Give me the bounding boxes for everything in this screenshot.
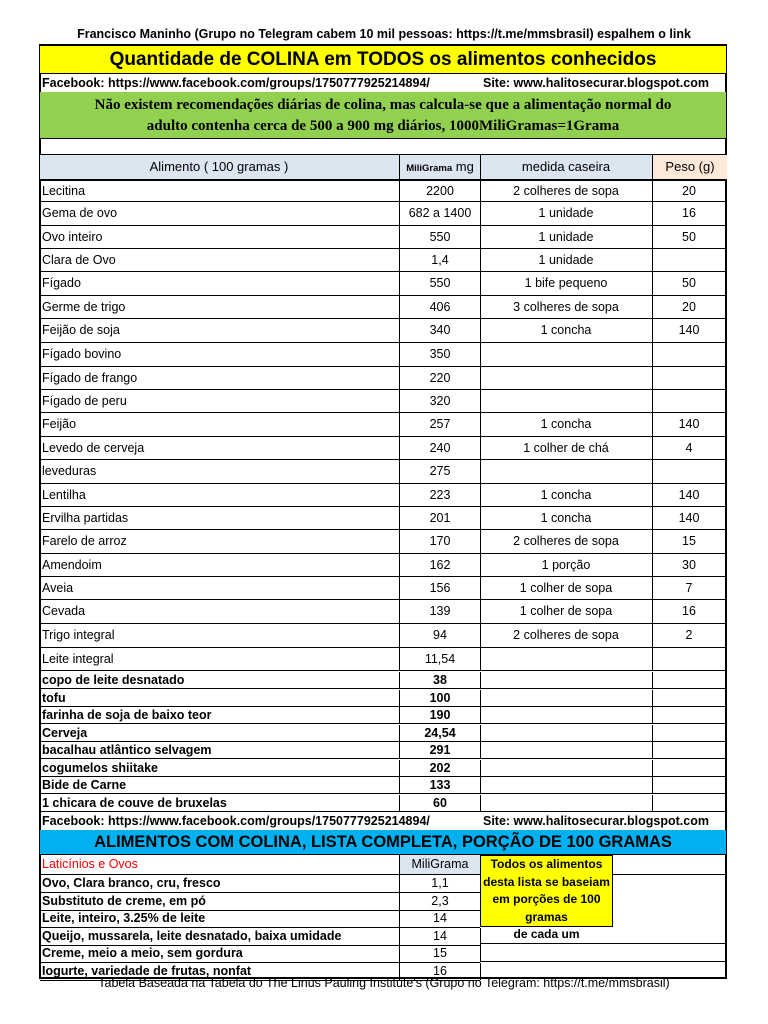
header-mg bbox=[399, 155, 481, 181]
food-weight: 140 bbox=[678, 417, 700, 431]
food-weight: 50 bbox=[682, 230, 696, 244]
table-header bbox=[40, 155, 726, 181]
table-row bbox=[40, 249, 726, 272]
table-row bbox=[40, 945, 480, 963]
food-measure: 1 concha bbox=[480, 319, 653, 342]
info-box-line-1: Todos os alimentos bbox=[490, 857, 603, 871]
food-name: farinha de soja de baixo teor bbox=[42, 708, 212, 722]
food-name: cogumelos shiitake bbox=[42, 760, 159, 775]
food-mg: 100 bbox=[399, 690, 481, 706]
table-row bbox=[40, 180, 726, 202]
page-title: Quantidade de COLINA em TODOS os alimentos conhecidos bbox=[40, 46, 726, 74]
info-box-line-4: de cada um bbox=[513, 927, 580, 941]
table-row bbox=[40, 893, 480, 911]
table-row bbox=[40, 272, 726, 296]
food-name: Bide de Carne bbox=[42, 778, 127, 792]
food-weight: 140 bbox=[678, 488, 700, 502]
note-line-2: adulto contenha cerca de 500 a 900 mg diários, 1000MiliGramas=1Grama bbox=[146, 118, 620, 134]
food-name: Fígado bovino bbox=[42, 347, 122, 361]
top-credit-line: Francisco Maninho (Grupo no Telegram cabem 10 mil pessoas: https://t.me/mmsbrasil) espalhem o link bbox=[77, 27, 691, 41]
food-weight bbox=[652, 760, 726, 776]
table-row bbox=[40, 343, 726, 367]
food-name: Feijão de soja bbox=[42, 323, 120, 337]
food-name: Clara de Ovo bbox=[42, 253, 116, 267]
food-weight: 16 bbox=[682, 604, 696, 618]
food-mg: 550 bbox=[399, 226, 481, 248]
food-name: Levedo de cerveja bbox=[42, 441, 145, 455]
links-row-bottom bbox=[40, 812, 726, 831]
food-name: Lecitina bbox=[42, 184, 86, 198]
food-name: bacalhau atlântico selvagem bbox=[42, 743, 212, 757]
food-measure bbox=[480, 760, 653, 776]
food-weight: 140 bbox=[678, 511, 700, 525]
food-name: Gema de ovo bbox=[42, 206, 118, 220]
food-name: Ervilha partidas bbox=[42, 511, 129, 525]
food-measure bbox=[480, 367, 653, 389]
food-weight bbox=[652, 390, 726, 412]
food-measure bbox=[480, 742, 653, 758]
table-row bbox=[40, 648, 726, 671]
site-link-bottom[interactable]: Site: www.halitosecurar.blogspot.com bbox=[483, 814, 709, 828]
section2-mg-header: MiliGrama bbox=[399, 855, 481, 874]
table-row bbox=[40, 672, 726, 689]
table-row bbox=[40, 507, 726, 530]
site-link[interactable]: Site: www.halitosecurar.blogspot.com bbox=[483, 76, 709, 90]
food-mg: 139 bbox=[399, 600, 481, 623]
food-weight bbox=[652, 460, 726, 483]
food-name: copo de leite desnatado bbox=[42, 673, 185, 687]
facebook-link[interactable]: Facebook: https://www.facebook.com/groups/1750777925214894/ bbox=[42, 76, 430, 90]
food-weight: 30 bbox=[682, 558, 696, 572]
table-row bbox=[40, 725, 726, 742]
food-weight bbox=[652, 648, 726, 670]
table-row bbox=[40, 530, 726, 554]
food-mg: 133 bbox=[399, 777, 481, 793]
header-weight: Peso (g) bbox=[652, 155, 727, 179]
food-measure: 2 colheres de sopa bbox=[480, 530, 653, 553]
food-name: Ovo, Clara branco, cru, fresco bbox=[42, 876, 221, 890]
food-mg: 14 bbox=[399, 910, 481, 927]
food-mg: 406 bbox=[399, 296, 481, 318]
section2-title: ALIMENTOS COM COLINA, LISTA COMPLETA, PORÇÃO DE 100 GRAMAS bbox=[40, 830, 726, 855]
food-mg: 16 bbox=[399, 963, 481, 980]
food-measure: 1 unidade bbox=[480, 249, 653, 271]
food-weight bbox=[652, 672, 726, 688]
food-mg: 291 bbox=[399, 742, 481, 758]
food-mg: 24,54 bbox=[399, 725, 481, 741]
grid-line bbox=[480, 943, 726, 944]
food-name: Germe de trigo bbox=[42, 300, 126, 314]
food-weight: 50 bbox=[682, 276, 696, 290]
food-measure bbox=[480, 648, 653, 670]
food-measure: 1 bife pequeno bbox=[480, 272, 653, 295]
spacer-row bbox=[40, 140, 726, 155]
table-row bbox=[40, 577, 726, 600]
food-measure bbox=[480, 795, 653, 811]
food-mg: 60 bbox=[399, 795, 481, 811]
food-weight bbox=[652, 343, 726, 366]
food-name: Substituto de creme, em pó bbox=[42, 893, 206, 908]
food-weight bbox=[652, 795, 726, 811]
footer-source: Tabela Baseada na Tabela do The Linus Pauling Institute's (Grupo no Telegram: https://t.me/mmsbrasil) bbox=[98, 976, 670, 990]
food-name: Fígado de frango bbox=[42, 371, 138, 385]
links-row-top bbox=[40, 74, 726, 93]
food-weight bbox=[652, 367, 726, 389]
food-name: Leite integral bbox=[42, 652, 114, 666]
food-mg: 550 bbox=[399, 272, 481, 295]
food-name: Creme, meio a meio, sem gordura bbox=[42, 946, 243, 960]
food-measure: 1 colher de chá bbox=[480, 437, 653, 459]
table-row bbox=[40, 460, 726, 484]
food-weight: 20 bbox=[682, 184, 696, 198]
food-name: Queijo, mussarela, leite desnatado, baixa umidade bbox=[42, 928, 342, 943]
food-name: Iogurte, variedade de frutas, nonfat bbox=[42, 963, 252, 978]
info-box bbox=[480, 855, 613, 941]
food-measure: 1 porção bbox=[480, 554, 653, 576]
note-line-1: Não existem recomendações diárias de colina, mas calcula-se que a alimentação normal do bbox=[94, 97, 672, 113]
food-weight: 15 bbox=[682, 534, 696, 548]
food-weight bbox=[652, 249, 726, 271]
food-mg: 162 bbox=[399, 554, 481, 576]
food-name: Cerveja bbox=[42, 725, 88, 740]
table-row bbox=[40, 367, 726, 390]
food-weight: 2 bbox=[685, 628, 693, 642]
food-weight bbox=[652, 690, 726, 706]
table-row bbox=[40, 875, 480, 893]
table-row bbox=[40, 413, 726, 437]
table-row bbox=[40, 928, 480, 946]
food-measure bbox=[480, 460, 653, 483]
table-row bbox=[40, 742, 726, 759]
food-mg: 1,4 bbox=[399, 249, 481, 271]
food-measure: 1 colher de sopa bbox=[480, 600, 653, 623]
food-name: tofu bbox=[42, 690, 66, 705]
table-row bbox=[40, 202, 726, 226]
header-measure: medida caseira bbox=[521, 159, 611, 174]
food-name: Amendoim bbox=[42, 558, 102, 572]
food-mg: 1,1 bbox=[399, 875, 481, 892]
table-row bbox=[40, 390, 726, 413]
food-measure bbox=[480, 390, 653, 412]
food-measure bbox=[480, 777, 653, 793]
header-food: Alimento ( 100 gramas ) bbox=[149, 159, 289, 174]
info-box-line-2: desta lista se baseiam bbox=[483, 874, 610, 889]
table-row bbox=[40, 484, 726, 507]
food-mg: 257 bbox=[399, 413, 481, 436]
food-weight: 7 bbox=[685, 581, 693, 595]
food-name: Trigo integral bbox=[42, 628, 115, 642]
food-mg: 223 bbox=[399, 484, 481, 506]
food-mg: 2,3 bbox=[399, 893, 481, 910]
table-row bbox=[40, 690, 726, 707]
food-mg: 240 bbox=[399, 437, 481, 459]
food-weight: 16 bbox=[682, 206, 696, 220]
table-row bbox=[40, 319, 726, 343]
food-measure: 1 concha bbox=[480, 484, 653, 506]
facebook-link-bottom[interactable]: Facebook: https://www.facebook.com/groups/1750777925214894/ bbox=[42, 814, 430, 828]
food-name: Fígado bbox=[42, 276, 81, 290]
food-measure: 1 unidade bbox=[480, 226, 653, 248]
food-mg: 190 bbox=[399, 707, 481, 723]
food-measure: 1 unidade bbox=[480, 202, 653, 225]
food-name: Aveia bbox=[42, 581, 74, 595]
table-row bbox=[40, 760, 726, 777]
food-mg: 340 bbox=[399, 319, 481, 342]
header-mg-small: MiliGrama bbox=[406, 163, 453, 174]
food-measure: 1 colher de sopa bbox=[480, 577, 653, 599]
table-row bbox=[40, 777, 726, 794]
food-mg: 201 bbox=[399, 507, 481, 529]
food-mg: 2200 bbox=[399, 180, 481, 201]
food-mg: 156 bbox=[399, 577, 481, 599]
header-mg-unit: mg bbox=[452, 159, 474, 174]
food-mg: 350 bbox=[399, 343, 481, 366]
info-box-line-3: em porções de 100 gramas bbox=[492, 892, 601, 924]
table-row bbox=[40, 600, 726, 624]
food-mg: 38 bbox=[399, 672, 481, 688]
food-measure: 1 concha bbox=[480, 507, 653, 529]
table-row bbox=[40, 226, 726, 249]
table-row bbox=[40, 296, 726, 319]
food-mg: 275 bbox=[399, 460, 481, 483]
food-name: Fígado de peru bbox=[42, 394, 127, 408]
food-name: Lentilha bbox=[42, 488, 86, 502]
food-weight bbox=[652, 777, 726, 793]
food-mg: 170 bbox=[399, 530, 481, 553]
grid-line bbox=[480, 961, 726, 962]
category-label: Laticínios e Ovos bbox=[42, 857, 138, 871]
food-weight: 140 bbox=[678, 323, 700, 337]
food-mg: 320 bbox=[399, 390, 481, 412]
food-measure: 2 colheres de sopa bbox=[480, 180, 653, 201]
food-name: 1 chicara de couve de bruxelas bbox=[42, 795, 227, 810]
food-measure bbox=[480, 690, 653, 706]
food-name: Farelo de arroz bbox=[42, 534, 127, 548]
food-name: Leite, inteiro, 3.25% de leite bbox=[42, 911, 206, 925]
food-mg: 94 bbox=[399, 624, 481, 647]
food-weight: 20 bbox=[682, 300, 696, 314]
food-name: Feijão bbox=[42, 417, 77, 431]
table-row bbox=[40, 554, 726, 577]
food-measure bbox=[480, 707, 653, 723]
food-weight bbox=[652, 725, 726, 741]
food-measure bbox=[480, 725, 653, 741]
food-mg: 15 bbox=[399, 945, 481, 962]
food-weight bbox=[652, 707, 726, 723]
table-row bbox=[40, 437, 726, 460]
food-name: Ovo inteiro bbox=[42, 230, 103, 244]
food-mg: 14 bbox=[399, 928, 481, 945]
lower-right-cells bbox=[480, 927, 726, 979]
food-measure bbox=[480, 343, 653, 366]
table-row bbox=[40, 624, 726, 648]
food-measure: 2 colheres de sopa bbox=[480, 624, 653, 647]
food-measure: 3 colheres de sopa bbox=[480, 296, 653, 318]
food-measure: 1 concha bbox=[480, 413, 653, 436]
table-row bbox=[40, 910, 480, 928]
food-weight: 4 bbox=[685, 441, 693, 455]
food-mg: 11,54 bbox=[399, 648, 481, 670]
food-weight bbox=[652, 742, 726, 758]
food-name: Cevada bbox=[42, 604, 86, 618]
table-row bbox=[40, 795, 726, 812]
table-row bbox=[40, 707, 726, 724]
food-mg: 682 a 1400 bbox=[399, 202, 481, 225]
food-mg: 220 bbox=[399, 367, 481, 389]
food-mg: 202 bbox=[399, 760, 481, 776]
food-measure bbox=[480, 672, 653, 688]
recommendation-note bbox=[40, 92, 726, 139]
section2-header-row bbox=[40, 855, 726, 875]
food-name: leveduras bbox=[42, 464, 97, 478]
